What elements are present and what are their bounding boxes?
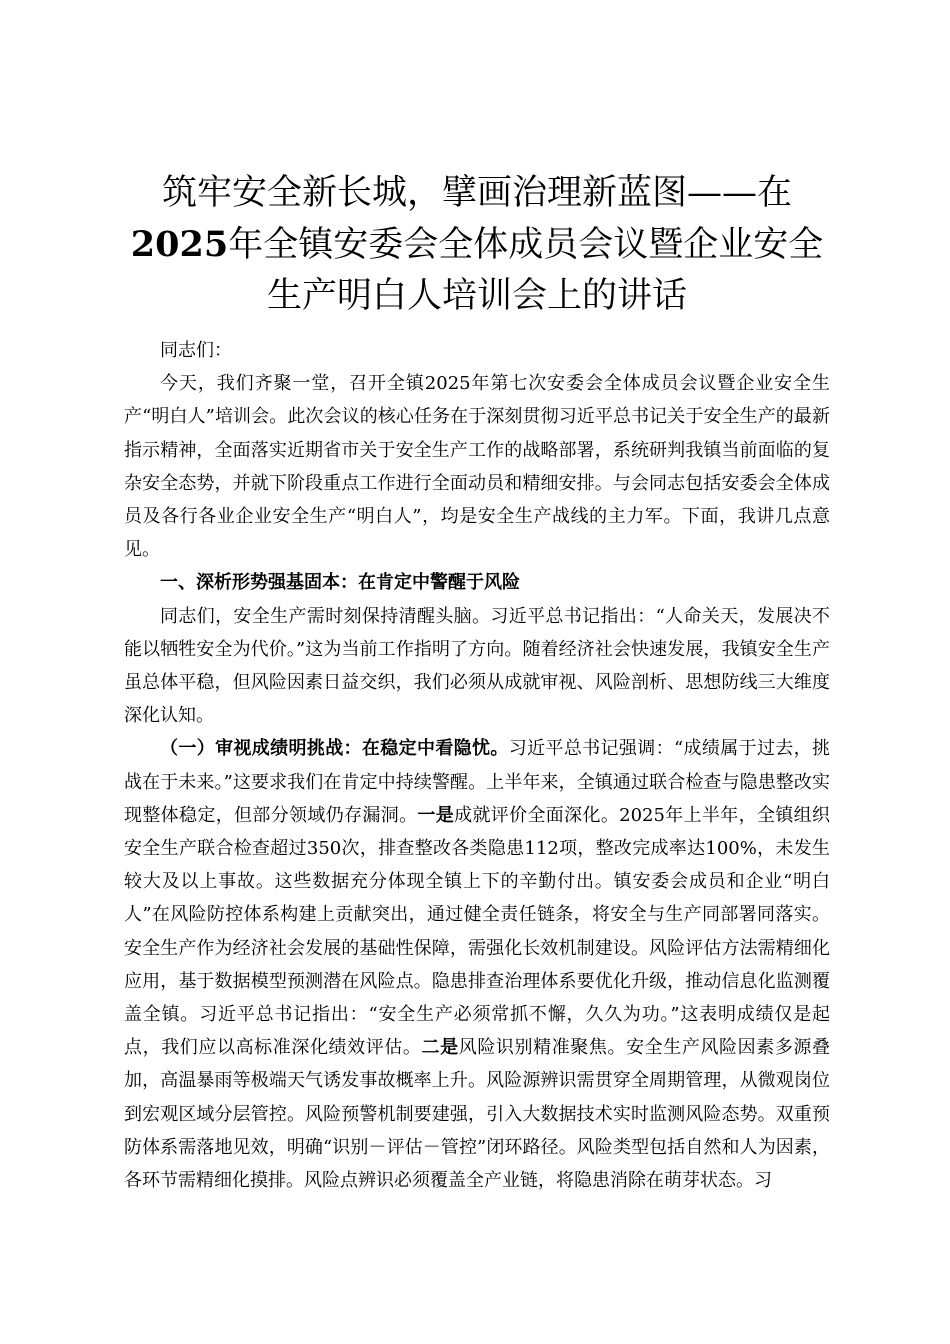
title-year: 2025 (130, 224, 229, 265)
title-line-2: 年全镇安委会全体成员会议暨企业安全 (228, 225, 824, 265)
document-body (124, 334, 830, 1197)
subsection-1-text-b: 成就评价全面深化。2025年上半年，全镇组织安全生产联合检查超过350次，排查整改各类隐患112项，整改完成率达100%，未发生较大及以上事故。这些数据充分体现全镇上下的辛勤付出。镇安委会成员和企业“明白人”在风险防控体系构建上贡献突出，通过健全责任链条，将安全与生产同部署同落实。安全生产作为经济社会发展的基础性保障，需强化长效机制建设。风险评估方法需精细化应用，基于数据模型预测潜在风险点。隐患排查治理体系要优化升级，推动信息化监测覆盖全镇。习近平总书记指出：“安全生产必须常抓不懈，久久为功。”这表明成绩仅是起点，我们应以高标准深化绩效评估。 (124, 804, 831, 1059)
subsection-1-heading: （一）审视成绩明挑战：在稳定中看隐忧。 (160, 738, 509, 760)
intro-paragraph: 今天，我们齐聚一堂，召开全镇2025年第七次安委会全体成员会议暨企业安全生产“明白人”培训会。此次会议的核心任务在于深刻贯彻习近平总书记关于安全生产的最新指示精神，全面落实近期省市关于安全生产工作的战略部署，系统研判我镇当前面临的复杂安全态势，并就下阶段重点工作进行全面动员和精细安排。与会同志包括安委会全体成员及各行各业企业安全生产“明白人”，均是安全生产战线的主力军。下面，我讲几点意见。 (124, 373, 830, 561)
subsection-1-paragraph (124, 732, 830, 1197)
subsection-1-text-c: 风险识别精准聚焦。安全生产风险因素多源叠加，高温暴雨等极端天气诱发事故概率上升。风险源辨识需贯穿全周期管理，从微观岗位到宏观区域分层管控。风险预警机制要建强，引入大数据技术实时监测风险态势。双重预防体系需落地见效，明确“识别－评估－管控”闭环路径。风险类型包括自然和人为因素，各环节需精细化摸排。风险点辨识必须覆盖全产业链，将隐患消除在萌芽状态。习 (124, 1037, 831, 1192)
marker-two: 二是 (421, 1037, 459, 1059)
document-page (124, 168, 830, 1197)
document-title (124, 168, 830, 322)
title-line-1: 筑牢安全新长城，擘画治理新蓝图——在 (161, 173, 792, 213)
subsection-1-text-a: 习近平总书记强调：“成绩属于过去，挑战在于未来。”这要求我们在肯定中持续警醒。上半年来，全镇通过联合检查与隐患整改实现整体稳定，但部分领域仍存漏洞。 (124, 738, 831, 826)
marker-one: 一是 (417, 804, 455, 826)
title-line-3: 生产明白人培训会上的讲话 (266, 276, 687, 316)
section-1-paragraph: 同志们，安全生产需时刻保持清醒头脑。习近平总书记指出：“人命关天，发展决不能以牺牲安全为代价。”这为当前工作指明了方向。随着经济社会快速发展，我镇安全生产虽总体平稳，但风险因素日益交织，我们必须从成就审视、风险剖析、思想防线三大维度深化认知。 (124, 605, 830, 727)
section-1-heading: 一、深析形势强基固本：在肯定中警醒于风险 (160, 572, 520, 594)
salutation: 同志们： (160, 340, 232, 361)
